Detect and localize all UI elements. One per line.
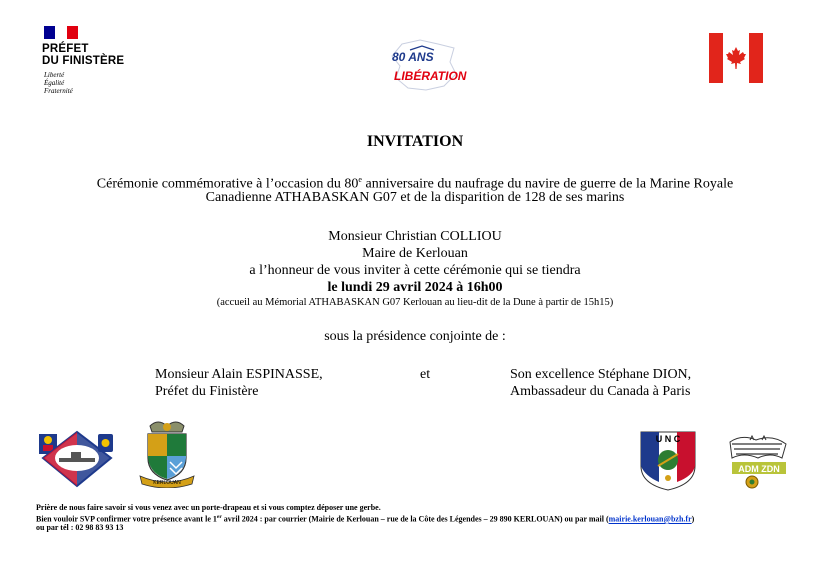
invite-line: a l’honneur de vous inviter à cette cérémonie qui se tiendra (249, 263, 581, 278)
unc-badge-icon (637, 430, 699, 492)
guest1-name: Monsieur Alain ESPINASSE, (155, 367, 323, 382)
prefecture-title (42, 43, 124, 67)
motto-liberte: Liberté (44, 71, 65, 79)
presidency-line: sous la présidence conjointe de : (324, 329, 506, 344)
rsvp-text-part3: ) (691, 514, 695, 524)
unc-letters: U N C (655, 434, 681, 444)
welcome-details: (accueil au Mémorial ATHABASKAN G07 Kerlouan au lieu-dit de la Dune à partir de 15h15) (216, 297, 614, 308)
guest2-name: Son excellence Stéphane DION, (510, 367, 692, 382)
ceremony-line1-part1: Cérémonie commémorative à l’occasion du 80 (96, 176, 359, 192)
rsvp-text-part2: avril 2024 : par courrier (Mairie de Kerlouan – rue de la Côte des Légendes – 29 890 KERLOUAN) ou par mail ( (221, 514, 609, 524)
motto-fraternite: Fraternité (44, 87, 73, 95)
adm-text: ADM ZDN (738, 464, 780, 474)
ceremony-line1-part2: anniversaire du naufrage du navire de guerre de la Marine Royale (361, 176, 734, 192)
rsvp-text-part1: Bien vouloir SVP confirmer votre présence avant le 1 (36, 514, 217, 524)
email-link[interactable]: mairie.kerlouan@bzh.fr (608, 514, 692, 524)
footer-phone-line: ou par tél : 02 98 83 93 13 (36, 523, 124, 532)
guest2-role: Ambassadeur du Canada à Paris (510, 384, 691, 399)
footer-request-line: Prière de nous faire savoir si vous venez avec un porte-drapeau et si vous comptez déposer une gerbe. (36, 503, 381, 512)
prefecture-title-line2: DU FINISTÈRE (42, 55, 125, 67)
motto-egalite: Égalité (44, 79, 65, 87)
prefecture-logo (42, 26, 152, 96)
footer-rsvp-line (36, 513, 694, 524)
liberation-80-years-logo (380, 38, 476, 94)
host-role: Maire de Kerlouan (362, 246, 468, 261)
event-date: le lundi 29 avril 2024 à 16h00 (327, 280, 503, 295)
host-name: Monsieur Christian COLLIOU (328, 229, 502, 244)
adm-logo (722, 432, 794, 492)
ordinal-suffix: e (358, 175, 362, 184)
maple-leaf-icon (725, 46, 747, 70)
republic-motto (44, 71, 73, 95)
canada-flag-icon (709, 33, 763, 83)
french-flag-icon (44, 26, 78, 39)
kerlouan-crest-icon (136, 418, 198, 488)
guest1-role: Préfet du Finistère (155, 384, 259, 399)
athabaskan-association-badge (37, 428, 117, 490)
crest-banner-text: KERLOUAN (153, 480, 181, 486)
liberation-logo-line2: LIBÉRATION (394, 69, 467, 83)
ceremony-description-line2: Canadienne ATHABASKAN G07 et de la disparition de 128 de ses marins (205, 190, 625, 205)
conjunction: et (420, 367, 431, 382)
invitation-title: INVITATION (366, 133, 464, 150)
liberation-logo-line1: 80 ANS (392, 50, 434, 64)
prefecture-title-line1: PRÉFET (42, 43, 89, 55)
ordinal-suffix-er: er (216, 514, 222, 520)
